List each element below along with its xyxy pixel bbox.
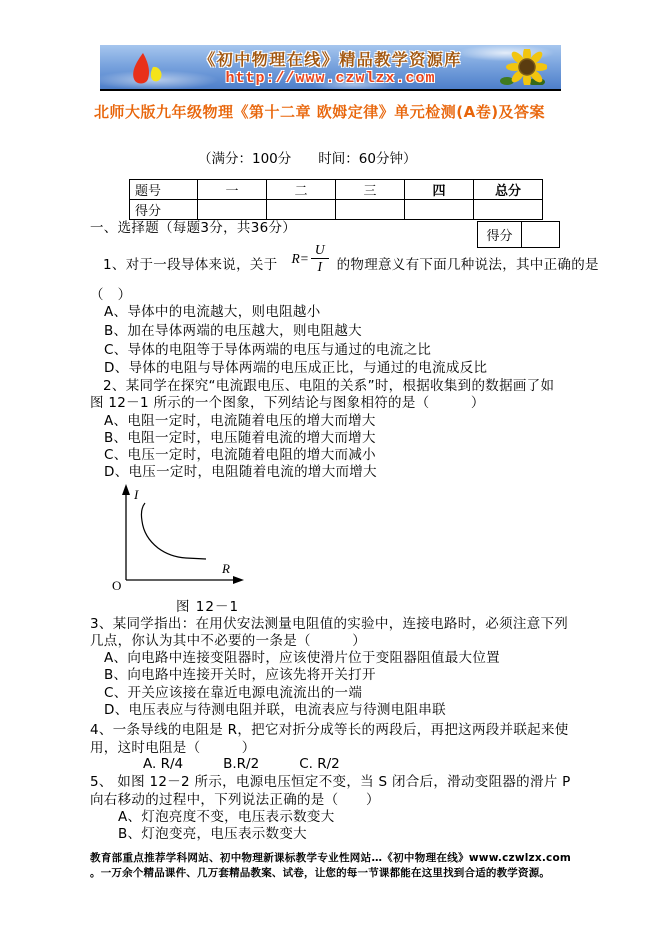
question-2-options <box>104 413 377 481</box>
score-table-header-cell: 三 <box>336 180 405 200</box>
score-table-header-cell: 二 <box>267 180 336 200</box>
section-heading-choice: 一、选择题（每题3分，共36分） <box>90 220 297 236</box>
option-item: A. R/4 <box>143 756 184 772</box>
origin-label: O <box>112 578 122 593</box>
option-item: D、电压一定时，电阻随着电流的增大而增大 <box>104 464 377 480</box>
x-axis-arrow-icon <box>233 576 244 584</box>
figure-caption: 图 12－1 <box>176 599 240 615</box>
formula-denominator: I <box>317 259 322 274</box>
formula-numerator: U <box>311 243 329 259</box>
option-item: A、电阻一定时，电流随着电压的增大而增大 <box>104 413 376 429</box>
option-item: B.R/2 <box>223 756 260 772</box>
option-item: D、导体的电阻与导体两端的电压成正比，与通过的电流成反比 <box>104 360 488 377</box>
score-cell-empty <box>474 200 543 220</box>
question-4-options <box>143 756 340 772</box>
score-table-header-cell: 总分 <box>474 180 543 200</box>
question-3-stem: 3、某同学指出：在用伏安法测量电阻值的实验中，连接电路时，必须注意下列几点，你认为其中不必要的一条是（ ） <box>90 616 569 650</box>
question-1-post: 的物理意义有下面几种说法，其中正确的是 <box>336 257 599 273</box>
score-box-label: 得分 <box>478 222 522 248</box>
option-item: C、开关应该接在靠近电源电流流出的一端 <box>104 684 363 701</box>
option-item: C、电压一定时，电流随着电阻的增大而减小 <box>104 447 376 463</box>
sunflower-icon <box>497 49 547 89</box>
option-item: B、向电路中连接开关时，应该先将开关打开 <box>104 667 376 684</box>
score-table-header-cell: 四 <box>405 180 474 200</box>
question-5-stem: 5、 如图 12－2 所示，电源电压恒定不变，当 S 闭合后，滑动变阻器的滑片 P 向右移动的过程中，下列说法正确的是（ ） <box>90 774 571 808</box>
option-item: A、灯泡亮度不变，电压表示数变大 <box>118 809 335 825</box>
ir-curve-figure <box>112 483 257 599</box>
question-3-options <box>104 650 500 719</box>
table-row <box>130 180 543 200</box>
x-axis-label: R <box>222 561 230 576</box>
option-item: D、电压表应与待测电阻并联，电流表应与待测电阻串联 <box>104 701 446 718</box>
formula-fraction <box>311 243 329 274</box>
site-banner <box>100 45 561 91</box>
question-1-stem <box>103 243 599 274</box>
score-table-header-cell: 题号 <box>130 180 198 200</box>
y-axis-arrow-icon <box>122 484 130 495</box>
page-title: 北师大版九年级物理《第十二章 欧姆定律》单元检测(A卷)及答案 <box>94 103 546 121</box>
score-cell-empty <box>336 200 405 220</box>
option-item: C、导体的电阻等于导体两端的电压与通过的电流之比 <box>104 341 432 358</box>
option-item: B、电阻一定时，电压随着电流的增大而增大 <box>104 430 376 446</box>
score-table-header-cell: 一 <box>198 180 267 200</box>
site-title: 《初中物理在线》精品教学资源库 <box>199 50 462 69</box>
hyperbola-curve <box>141 503 206 559</box>
option-item: B、加在导体两端的电压越大，则电阻越大 <box>104 322 362 339</box>
option-item: A、向电路中连接变阻器时，应该使滑片位于变阻器阻值最大位置 <box>104 650 500 666</box>
option-item: C. R/2 <box>299 756 340 772</box>
formula-lhs: R= <box>291 250 309 266</box>
score-cell-empty <box>267 200 336 220</box>
question-4-stem: 4、一条导线的电阻是 R，把它对折分成等长的两段后，再把这两段并联起来使用，这时电阻是（ ） <box>90 722 569 756</box>
option-item: A、导体中的电流越大，则电阻越小 <box>104 304 321 320</box>
site-url: http://www.czwlzx.com <box>225 70 436 87</box>
question-5-options <box>118 809 335 842</box>
exam-meta-line: （满分：100分 时间：60分钟） <box>198 151 417 167</box>
formula-r-equals-u-over-i <box>292 243 329 274</box>
option-item: B、灯泡变亮，电压表示数变大 <box>118 825 307 842</box>
y-axis-label: I <box>134 487 139 502</box>
banner-text-block <box>100 47 561 87</box>
table-row <box>130 200 543 220</box>
question-1-answer-paren: （ ） <box>90 287 132 303</box>
site-footer-promo: 教育部重点推荐学科网站、初中物理新课标教学专业性网站…《初中物理在线》www.czwlzx.com 。一万余个精品课件、几万套精品教案、试卷，让您的每一节课都能在这里找到合适的教学资源。 <box>90 852 571 879</box>
question-2-stem: 2、某同学在探究“电流跟电压、电阻的关系”时，根据收集到的数据画了如图 12－1 所示的一个图象，下列结论与图象相符的是（ ） <box>90 378 555 411</box>
score-cell-empty <box>405 200 474 220</box>
score-row-label: 得分 <box>130 200 198 220</box>
question-1-pre: 1、对于一段导体来说，关于 <box>103 257 278 273</box>
score-cell-empty <box>198 200 267 220</box>
score-summary-table <box>129 179 543 220</box>
question-1-options <box>104 303 487 378</box>
